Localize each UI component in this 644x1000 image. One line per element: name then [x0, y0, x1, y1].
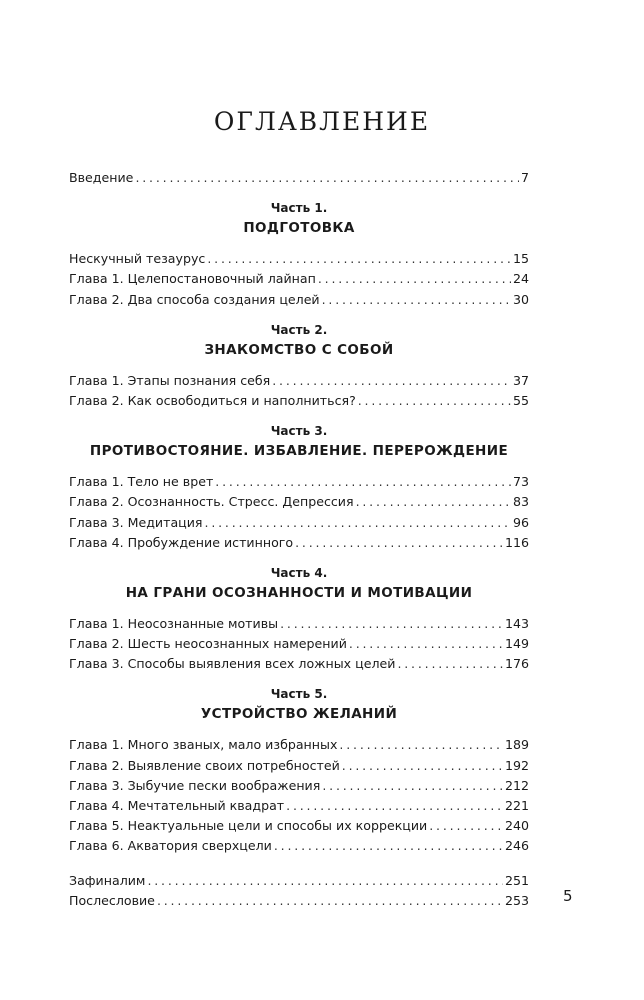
dot-leader — [205, 513, 511, 532]
toc-entry — [69, 756, 529, 776]
toc-entry — [69, 371, 529, 391]
toc-entry-title: Глава 1. Неосознанные мотивы — [69, 615, 279, 631]
part-heading: ПОДГОТОВКА — [243, 220, 355, 237]
toc-entry-page: 55 — [512, 392, 529, 408]
dot-leader — [135, 168, 519, 187]
part-heading: НА ГРАНИ ОСОЗНАННОСТИ И МОТИВАЦИИ — [125, 584, 473, 601]
toc-entry — [69, 735, 529, 755]
toc-entry-title: Нескучный тезаурус — [69, 251, 206, 267]
dot-leader — [286, 796, 503, 815]
page-title: ОГЛАВЛЕНИЕ — [213, 107, 431, 136]
toc-entry — [69, 634, 529, 654]
toc-entry-outro — [69, 891, 529, 911]
toc-entry-page: 253 — [504, 892, 529, 908]
toc-entry-title: Глава 1. Целепостановочный лайнап — [69, 271, 316, 287]
toc-entry-title: Глава 1. Этапы познания себя — [69, 372, 271, 388]
dot-leader — [295, 533, 503, 552]
toc-entry-page: 251 — [504, 872, 529, 888]
toc-entry-title: Глава 2. Выявление своих потребностей — [69, 757, 340, 773]
toc-entry — [69, 492, 529, 512]
toc-entry-page: 246 — [504, 838, 529, 854]
toc-entry-page: 83 — [512, 494, 529, 510]
toc-entry — [69, 290, 529, 310]
toc-entry-page: 7 — [520, 170, 529, 185]
section-spacer — [69, 857, 529, 871]
part-2-header — [69, 322, 529, 361]
toc-entry-title: Глава 4. Мечтательный квадрат — [69, 798, 285, 813]
dot-leader — [339, 735, 503, 754]
dot-leader — [215, 472, 511, 491]
toc-entry — [69, 796, 529, 816]
toc-entry — [69, 472, 529, 492]
toc-entry-page: 192 — [504, 757, 529, 773]
toc-entry — [69, 614, 529, 634]
toc-entry-title: Глава 2. Осознанность. Стресс. Депрессия — [69, 494, 354, 510]
toc-entry — [69, 391, 529, 411]
part-label: Часть 3. — [270, 424, 328, 439]
toc-entry-page: 176 — [504, 656, 529, 672]
toc-entry-title: Глава 3. Медитация — [69, 514, 203, 530]
part-label: Часть 2. — [270, 322, 328, 337]
toc-entry — [69, 836, 529, 856]
toc-entry — [69, 249, 529, 269]
dot-leader — [342, 756, 503, 775]
part-5-header — [69, 686, 529, 725]
toc-entry — [69, 776, 529, 796]
toc-entry-page: 73 — [512, 474, 529, 490]
dot-leader — [322, 776, 503, 795]
toc-entry-title: Введение — [69, 170, 134, 185]
toc-entry-intro — [69, 168, 529, 188]
toc-entry-page: 149 — [504, 636, 529, 652]
page-number: 5 — [563, 887, 573, 905]
dot-leader — [280, 614, 503, 633]
dot-leader — [272, 371, 511, 390]
toc-entry-page: 212 — [504, 777, 529, 793]
toc-entry-page: 37 — [512, 372, 529, 388]
toc-entry-title: Глава 3. Зыбучие пески воображения — [69, 777, 321, 793]
toc-entry-title: Глава 1. Тело не врет — [69, 474, 214, 490]
toc-entry-page: 221 — [504, 798, 529, 813]
toc-entry-title: Глава 6. Акватория сверхцели — [69, 838, 272, 854]
dot-leader — [358, 391, 511, 410]
toc-entry-page: 143 — [504, 615, 529, 631]
toc-entry — [69, 654, 529, 674]
toc-entry-title: Глава 2. Два способа создания целей — [69, 291, 320, 307]
part-label: Часть 5. — [270, 687, 328, 702]
toc-entry-page: 15 — [512, 251, 529, 267]
part-3-header — [69, 423, 529, 462]
dot-leader — [349, 634, 503, 653]
part-label: Часть 4. — [270, 565, 328, 580]
dot-leader — [274, 836, 503, 855]
toc-entry-title: Глава 4. Пробуждение истинного — [69, 534, 294, 550]
toc-entry-title: Глава 3. Способы выявления всех ложных целей — [69, 656, 396, 672]
toc-entry — [69, 513, 529, 533]
dot-leader — [318, 269, 511, 288]
toc-entry-title: Глава 2. Как освободиться и наполниться? — [69, 392, 356, 408]
dot-leader — [429, 816, 503, 835]
dot-leader — [322, 290, 511, 309]
toc-entry-page: 116 — [504, 534, 529, 550]
toc-entry-page: 24 — [512, 271, 529, 287]
dot-leader — [147, 871, 503, 890]
toc-entry-page: 30 — [512, 291, 529, 307]
toc-entry — [69, 269, 529, 289]
dot-leader — [397, 654, 503, 673]
part-heading: ПРОТИВОСТОЯНИЕ. ИЗБАВЛЕНИЕ. ПЕРЕРОЖДЕНИЕ — [89, 443, 509, 460]
dot-leader — [356, 492, 511, 511]
part-4-header — [69, 565, 529, 604]
part-heading: УСТРОЙСТВО ЖЕЛАНИЙ — [200, 706, 398, 723]
toc-entry — [69, 816, 529, 836]
dot-leader — [207, 249, 511, 268]
toc-entry-title: Глава 5. Неактуальные цели и способы их коррекции — [69, 818, 428, 834]
toc-entry-page: 189 — [504, 737, 529, 753]
table-of-contents — [69, 168, 529, 911]
toc-entry-page: 240 — [504, 818, 529, 834]
part-heading: ЗНАКОМСТВО С СОБОЙ — [204, 341, 394, 358]
toc-entry-page: 96 — [512, 514, 529, 530]
toc-entry-title: Зафиналим — [69, 872, 146, 888]
part-1-header — [69, 200, 529, 239]
toc-entry-outro — [69, 871, 529, 891]
toc-entry-title: Глава 2. Шесть неосознанных намерений — [69, 636, 347, 652]
part-label: Часть 1. — [270, 201, 328, 216]
toc-entry — [69, 533, 529, 553]
toc-entry-title: Глава 1. Много званых, мало избранных — [69, 737, 338, 753]
toc-entry-title: Послесловие — [69, 892, 155, 908]
dot-leader — [157, 891, 503, 910]
